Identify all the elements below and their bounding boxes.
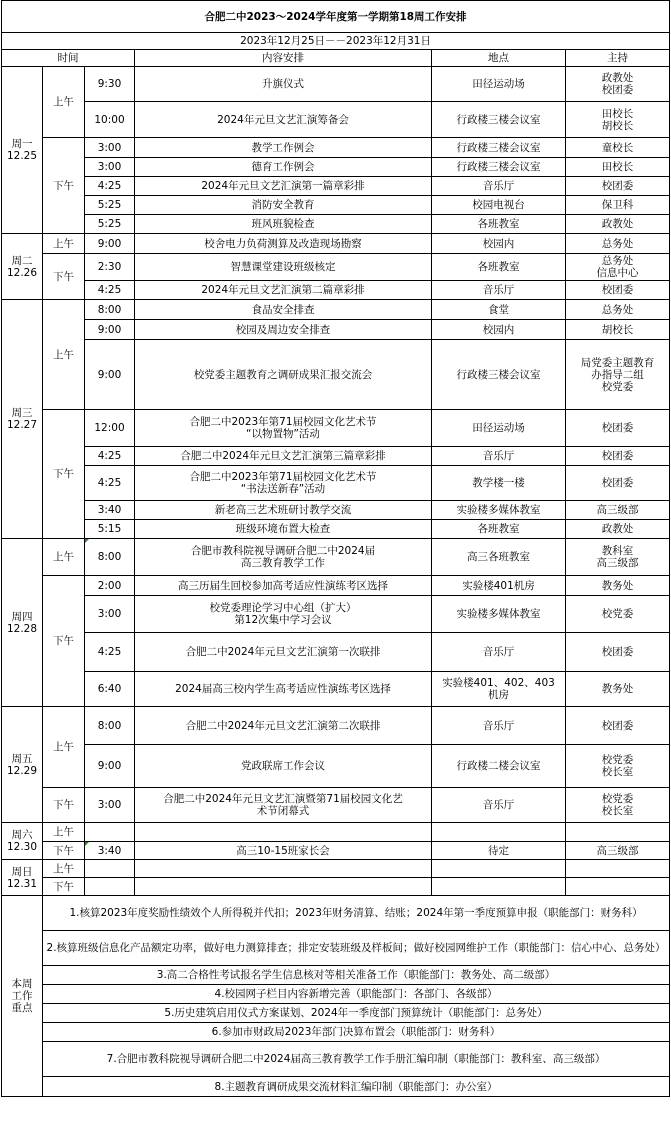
event-content: 教学工作例会 <box>135 138 432 158</box>
event-place: 音乐厅 <box>432 447 566 466</box>
period-pm: 下午 <box>43 788 85 823</box>
period-am: 上午 <box>43 300 85 410</box>
schedule-row <box>2 823 670 842</box>
event-place <box>432 823 566 842</box>
day-cell <box>2 707 43 823</box>
event-content: 2024年元旦文艺汇演第二篇章彩排 <box>135 281 432 300</box>
event-time: 3:00 <box>85 788 135 823</box>
schedule-row <box>2 501 670 520</box>
event-host <box>566 878 670 896</box>
period-pm: 下午 <box>43 576 85 707</box>
header-host: 主持 <box>566 50 670 67</box>
schedule-row <box>2 707 670 745</box>
header-time: 时间 <box>2 50 135 67</box>
event-place: 实验楼401机房 <box>432 576 566 596</box>
note-item: 3.高二合格性考试报名学生信息核对等相关准备工作（职能部门：教务处、高二级部） <box>43 966 670 985</box>
day-date: 12.27 <box>6 419 38 431</box>
event-place: 音乐厅 <box>432 177 566 196</box>
day-date: 12.26 <box>6 266 38 279</box>
event-host: 校团委 <box>566 466 670 501</box>
event-content: 高三10-15班家长会 <box>135 842 432 860</box>
event-host: 教务处 <box>566 576 670 596</box>
event-host: 校党委 校长室 <box>566 788 670 823</box>
event-host: 政教处 <box>566 520 670 539</box>
event-host: 总务处 <box>566 234 670 254</box>
event-place: 实验楼401、402、403 机房 <box>432 672 566 707</box>
schedule-row <box>2 672 670 707</box>
notes-label: 本周 工作 重点 <box>2 896 43 1097</box>
event-content: 2024年元旦文艺汇演筹备会 <box>135 102 432 138</box>
event-time: 4:25 <box>85 633 135 672</box>
event-place: 各班教室 <box>432 215 566 234</box>
event-time: 3:40 <box>85 501 135 520</box>
header-place: 地点 <box>432 50 566 67</box>
event-content: 消防安全教育 <box>135 196 432 215</box>
event-place <box>432 878 566 896</box>
event-place: 教学楼一楼 <box>432 466 566 501</box>
event-host: 高三级部 <box>566 842 670 860</box>
day-date: 12.25 <box>6 150 38 162</box>
event-time <box>85 860 135 878</box>
notes-row <box>2 1004 670 1023</box>
event-host: 校团委 <box>566 633 670 672</box>
event-time: 5:15 <box>85 520 135 539</box>
event-time: 2:30 <box>85 254 135 281</box>
event-content <box>135 878 432 896</box>
period-am: 上午 <box>43 234 85 254</box>
event-host: 胡校长 <box>566 320 670 340</box>
day-name: 周日 <box>11 865 33 878</box>
schedule-row <box>2 234 670 254</box>
event-time: 5:25 <box>85 215 135 234</box>
day-date: 12.30 <box>6 841 38 853</box>
schedule-row <box>2 196 670 215</box>
event-place: 音乐厅 <box>432 707 566 745</box>
event-time: 9:00 <box>85 340 135 410</box>
event-content: 校党委理论学习中心组（扩大） 第12次集中学习会议 <box>135 596 432 633</box>
event-host: 校团委 <box>566 447 670 466</box>
schedule-row <box>2 281 670 300</box>
event-time: 8:00 <box>85 300 135 320</box>
day-cell <box>2 823 43 860</box>
event-place <box>432 860 566 878</box>
event-content: 2024年元旦文艺汇演第一篇章彩排 <box>135 177 432 196</box>
event-time <box>85 878 135 896</box>
event-host: 田校长 <box>566 158 670 177</box>
schedule-row <box>2 576 670 596</box>
schedule-row <box>2 539 670 576</box>
event-place: 实验楼多媒体教室 <box>432 501 566 520</box>
event-time <box>85 823 135 842</box>
event-time: 4:25 <box>85 177 135 196</box>
event-host: 保卫科 <box>566 196 670 215</box>
event-time: 4:25 <box>85 466 135 501</box>
event-content: 2024届高三校内学生高考适应性演练考区选择 <box>135 672 432 707</box>
header-content: 内容安排 <box>135 50 432 67</box>
day-cell <box>2 67 43 234</box>
page-title: 合肥二中2023～2024学年度第一学期第18周工作安排 <box>2 1 670 33</box>
day-cell <box>2 860 43 896</box>
event-place: 校园内 <box>432 320 566 340</box>
notes-row <box>2 966 670 985</box>
schedule-row <box>2 633 670 672</box>
event-content <box>135 860 432 878</box>
schedule-row <box>2 788 670 823</box>
schedule-row <box>2 842 670 860</box>
event-time: 4:25 <box>85 281 135 300</box>
event-place: 行政楼三楼会议室 <box>432 138 566 158</box>
event-place: 食堂 <box>432 300 566 320</box>
date-range: 2023年12月25日－－2023年12月31日 <box>2 33 670 50</box>
event-time: 5:25 <box>85 196 135 215</box>
period-am: 上午 <box>43 707 85 788</box>
period-am: 上午 <box>43 823 85 842</box>
event-host: 校党委 <box>566 596 670 633</box>
notes-row <box>2 896 670 931</box>
event-content: 德育工作例会 <box>135 158 432 177</box>
notes-row <box>2 1042 670 1077</box>
event-place: 行政楼三楼会议室 <box>432 102 566 138</box>
period-pm: 下午 <box>43 138 85 234</box>
notes-row <box>2 931 670 966</box>
day-name: 周一 <box>11 138 33 150</box>
period-am: 上午 <box>43 539 85 576</box>
event-time: 9:00 <box>85 320 135 340</box>
event-host: 局党委主题教育 办指导二组 校党委 <box>566 340 670 410</box>
event-host: 高三级部 <box>566 501 670 520</box>
schedule-row <box>2 596 670 633</box>
event-place: 实验楼多媒体教室 <box>432 596 566 633</box>
event-time: 3:00 <box>85 138 135 158</box>
event-time: 9:00 <box>85 745 135 788</box>
event-host <box>566 860 670 878</box>
event-time: 3:00 <box>85 596 135 633</box>
schedule-row <box>2 410 670 447</box>
period-pm: 下午 <box>43 410 85 539</box>
event-content: 新老高三艺术班研讨教学交流 <box>135 501 432 520</box>
notes-row <box>2 1077 670 1097</box>
event-place: 高三各班教室 <box>432 539 566 576</box>
event-place: 音乐厅 <box>432 633 566 672</box>
event-content: 食品安全排查 <box>135 300 432 320</box>
event-host: 教务处 <box>566 672 670 707</box>
event-place: 待定 <box>432 842 566 860</box>
event-content: 合肥二中2024年元旦文艺汇演暨第71届校园文化艺 术节闭幕式 <box>135 788 432 823</box>
event-place: 音乐厅 <box>432 788 566 823</box>
event-content: 班风班貌检查 <box>135 215 432 234</box>
schedule-row <box>2 254 670 281</box>
event-content: 班级环境布置大检查 <box>135 520 432 539</box>
day-name: 周三 <box>11 407 33 419</box>
event-host: 教科室 高三级部 <box>566 539 670 576</box>
event-time: 2:00 <box>85 576 135 596</box>
event-time: 8:00 <box>85 539 135 576</box>
schedule-row <box>2 320 670 340</box>
day-cell <box>2 539 43 707</box>
period-pm: 下午 <box>43 878 85 896</box>
event-host: 田校长 胡校长 <box>566 102 670 138</box>
period-am: 上午 <box>43 67 85 138</box>
event-time: 6:40 <box>85 672 135 707</box>
period-pm: 下午 <box>43 842 85 860</box>
day-cell <box>2 234 43 300</box>
weekly-schedule-table <box>1 0 670 1097</box>
event-place: 各班教室 <box>432 520 566 539</box>
event-time: 12:00 <box>85 410 135 447</box>
day-name: 周五 <box>11 752 33 765</box>
schedule-row <box>2 447 670 466</box>
schedule-row <box>2 520 670 539</box>
event-content: 合肥二中2024年元旦文艺汇演第三篇章彩排 <box>135 447 432 466</box>
event-content: 校党委主题教育之调研成果汇报交流会 <box>135 340 432 410</box>
schedule-row <box>2 340 670 410</box>
day-name: 周六 <box>11 829 33 841</box>
note-item: 5.历史建筑启用仪式方案谋划、2024年一季度部门预算统计（职能部门：总务处） <box>43 1004 670 1023</box>
event-time: 4:25 <box>85 447 135 466</box>
event-time: 9:00 <box>85 234 135 254</box>
event-content: 合肥市教科院视导调研合肥二中2024届 高三教育教学工作 <box>135 539 432 576</box>
notes-row <box>2 985 670 1004</box>
event-time: 10:00 <box>85 102 135 138</box>
event-host <box>566 823 670 842</box>
notes-row <box>2 1023 670 1042</box>
event-content: 合肥二中2023年第71届校园文化艺术节 “书法送新春”活动 <box>135 466 432 501</box>
event-host: 总务处 <box>566 300 670 320</box>
event-content: 合肥二中2024年元旦文艺汇演第一次联排 <box>135 633 432 672</box>
event-place: 田径运动场 <box>432 67 566 102</box>
note-item: 7.合肥市教科院视导调研合肥二中2024届高三教育教学工作手册汇编印制（职能部门：教科室、高三级部） <box>43 1042 670 1077</box>
schedule-row <box>2 300 670 320</box>
event-content: 党政联席工作会议 <box>135 745 432 788</box>
event-content: 校舍电力负荷测算及改造现场勘察 <box>135 234 432 254</box>
event-place: 田径运动场 <box>432 410 566 447</box>
event-place: 校园电视台 <box>432 196 566 215</box>
event-content: 校园及周边安全排查 <box>135 320 432 340</box>
schedule-row <box>2 102 670 138</box>
day-name: 周二 <box>11 254 33 267</box>
event-host: 校团委 <box>566 281 670 300</box>
event-host: 校团委 <box>566 177 670 196</box>
event-place: 行政楼三楼会议室 <box>432 340 566 410</box>
event-content: 高三历届生回校参加高考适应性演练考区选择 <box>135 576 432 596</box>
event-content: 合肥二中2023年第71届校园文化艺术节 “以物置物”活动 <box>135 410 432 447</box>
event-time: 3:40 <box>85 842 135 860</box>
schedule-row <box>2 158 670 177</box>
event-place: 校园内 <box>432 234 566 254</box>
schedule-row <box>2 138 670 158</box>
note-item: 4.校园网子栏目内容新增完善（职能部门：各部门、各级部） <box>43 985 670 1004</box>
event-host: 校党委 校长室 <box>566 745 670 788</box>
period-pm: 下午 <box>43 254 85 300</box>
schedule-row <box>2 67 670 102</box>
event-host: 校团委 <box>566 410 670 447</box>
day-cell <box>2 300 43 539</box>
event-time: 9:30 <box>85 67 135 102</box>
day-name: 周四 <box>11 610 33 623</box>
schedule-row <box>2 215 670 234</box>
event-content: 智慧课堂建设班级核定 <box>135 254 432 281</box>
schedule-row <box>2 860 670 878</box>
day-date: 12.29 <box>6 764 38 777</box>
schedule-row <box>2 177 670 196</box>
schedule-row <box>2 878 670 896</box>
note-item: 1.核算2023年度奖励性绩效个人所得税并代扣；2023年财务清算、结账；2024年第一季度预算申报（职能部门：财务科） <box>43 896 670 931</box>
event-host: 政教处 <box>566 215 670 234</box>
day-date: 12.28 <box>6 622 38 635</box>
event-place: 各班教室 <box>432 254 566 281</box>
note-item: 8.主题教育调研成果交流材料汇编印制（职能部门：办公室） <box>43 1077 670 1097</box>
event-place: 音乐厅 <box>432 281 566 300</box>
event-content <box>135 823 432 842</box>
event-place: 行政楼三楼会议室 <box>432 158 566 177</box>
event-content: 合肥二中2024年元旦文艺汇演第二次联排 <box>135 707 432 745</box>
schedule-row <box>2 745 670 788</box>
day-date: 12.31 <box>6 877 38 890</box>
event-content: 升旗仪式 <box>135 67 432 102</box>
event-place: 行政楼二楼会议室 <box>432 745 566 788</box>
event-host: 童校长 <box>566 138 670 158</box>
note-item: 2.核算班级信息化产品额定功率，做好电力测算排查；排定安装班级及样板间；做好校园网维护工作（职能部门：信心中心、总务处） <box>43 931 670 966</box>
schedule-row <box>2 466 670 501</box>
event-host: 政教处 校团委 <box>566 67 670 102</box>
event-time: 8:00 <box>85 707 135 745</box>
event-host: 总务处 信息中心 <box>566 254 670 281</box>
note-item: 6.参加市财政局2023年部门决算布置会（职能部门：财务科） <box>43 1023 670 1042</box>
event-time: 3:00 <box>85 158 135 177</box>
period-am: 上午 <box>43 860 85 878</box>
event-host: 校团委 <box>566 707 670 745</box>
